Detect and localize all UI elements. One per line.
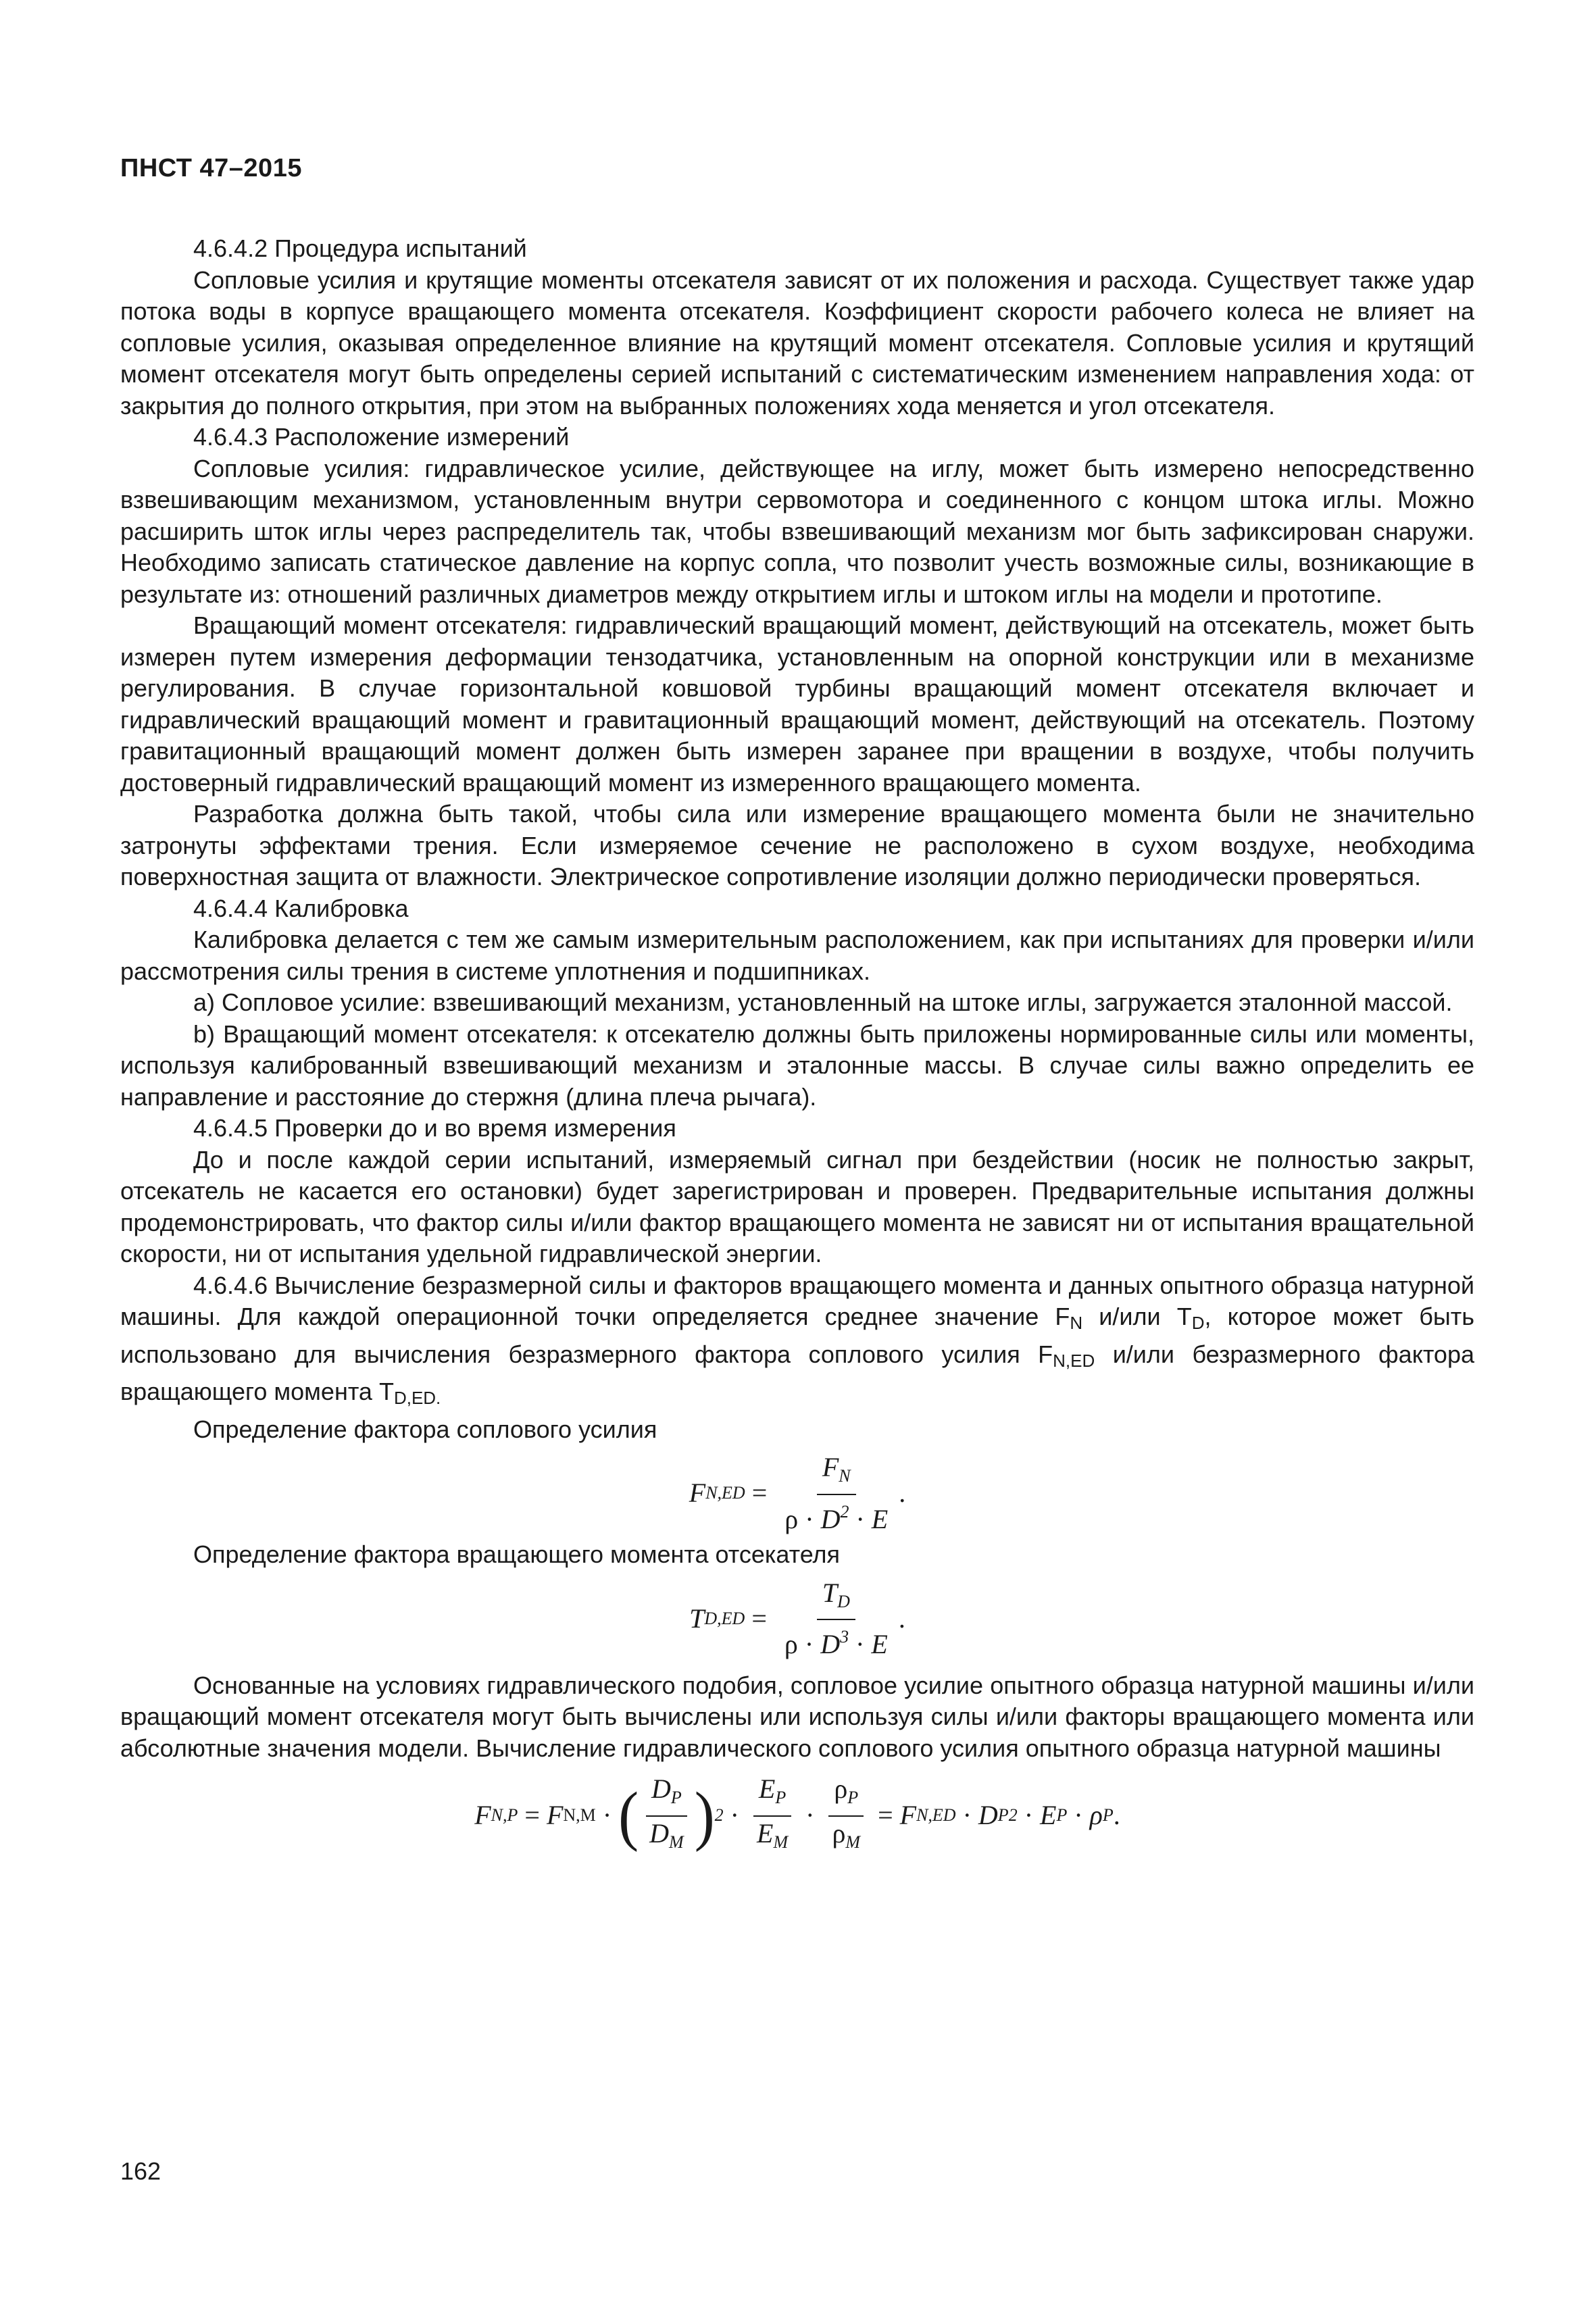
paragraph: Вращающий момент отсекателя: гидравлический вращающий момент, действующий на отсекатель, может быть измерен путем измерения деформации тензодатчика, установленным на опорной конструкции или в механизме регулирования. В случае горизонтальной ковшовой турбины вращающий момент отсекателя включает и гидравлический вращающий момент и гравитационный вращающий момент, действующий на отсекатель. Поэтому гравитационный вращающий момент должен быть измерен заранее при вращении в воздухе, чтобы получить достоверный гидравлический вращающий момент из измеренного вращающего момента.: [120, 611, 1474, 797]
paragraph: До и после каждой серии испытаний, измеряемый сигнал при бездействии (носик не полностью закрыт, отсекатель не касается его остановки) будет зарегистрирован и проверен. Предварительные испытания должны продемонстрировать, что фактор силы и/или фактор вращающего момента не зависят ни от испытания вращательной скорости, ни от испытания удельной гидравлической энергии.: [120, 1145, 1474, 1267]
definition-force-label: Определение фактора соплового усилия: [193, 1415, 657, 1443]
paragraph-4646: 4.6.4.6 Вычисление безразмерной силы и факторов вращающего момента и данных опытного образца натурной машины. Для каждой операционной точки определяется среднее значение FN и/или TD, которое может быть использовано для вычисления безразмерного фактора соплового усилия FN,ED и/или безразмерного фактора вращающего момента TD,ED.: [120, 1271, 1474, 1408]
section-heading-4642: 4.6.4.2 Процедура испытаний: [193, 234, 527, 262]
paragraph: Сопловые усилия и крутящие моменты отсекателя зависят от их положения и расхода. Существует также удар потока воды в корпусе вращающего момента отсекателя. Коэффициент скорости рабочего колеса не влияет на сопловые усилия, оказывая определенное влияние на крутящий момент отсекателя. Сопловые усилия и крутящий момент отсекателя могут быть определены серией испытаний с систематическим изменением направления хода: от закрытия до полного открытия, при этом на выбранных положениях хода меняется и угол отсекателя.: [120, 266, 1474, 420]
page-number: 162: [120, 2157, 161, 2185]
definition-torque-label: Определение фактора вращающего момента отсекателя: [193, 1540, 841, 1568]
formula-prototype-force: F N,P = F N,M · ( $\frac{D_P}{D_M}$ ) 2 · $\frac{E_P}{E_M}$ · $\frac{\rho_P}{\rho_M}$ = F N,ED · D P 2 · E P · ρ P .: [474, 1774, 1120, 1853]
paragraph: Калибровка делается с тем же самым измерительным расположением, как при испытаниях для проверки и/или рассмотрения силы трения в системе уплотнения и подшипниках.: [120, 926, 1474, 985]
formula-force-factor: F N,ED = $\frac{F_N}{\rho \cdot D^2 \cdot E}$ .: [689, 1452, 906, 1534]
list-item-a: a) Сопловое усилие: взвешивающий механизм, установленный на штоке иглы, загружается эталонной массой.: [193, 988, 1453, 1016]
standard-code: ПНСТ 47–2015: [120, 154, 302, 182]
paragraph-final: Основанные на условиях гидравлического подобия, сопловое усилие опытного образца натурной машины и/или вращающий момент отсекателя могут быть вычислены или используя силы и/или факторы вращающего момента или абсолютные значения модели. Вычисление гидравлического соплового усилия опытного образца натурной машины: [120, 1671, 1474, 1762]
formula-torque-factor: T D,ED = $\frac{T_D}{\rho \cdot D^3 \cdot E}$ .: [689, 1577, 905, 1659]
list-item-b: b) Вращающий момент отсекателя: к отсекателю должны быть приложены нормированные силы или моменты, используя калиброванный взвешивающий механизм и эталонные массы. В случае силы важно определить ее направление и расстояние до стержня (длина плеча рычага).: [120, 1020, 1474, 1111]
paragraph: Разработка должна быть такой, чтобы сила или измерение вращающего момента были не значительно затронуты эффектами трения. Если измеряемое сечение не расположено в сухом воздухе, необходима поверхностная защита от влажности. Электрическое сопротивление изоляции должно периодически проверяться.: [120, 800, 1474, 890]
page-body: [120, 233, 1474, 1862]
paragraph: Сопловые усилия: гидравлическое усилие, действующее на иглу, может быть измерено непосредственно взвешивающим механизмом, установленным внутри сервомотора и соединенного с концом штока иглы. Можно расширить шток иглы через распределитель так, чтобы взвешивающий механизм мог быть зафиксирован снаружи. Необходимо записать статическое давление на корпус сопла, что позволит учесть возможные силы, возникающие в результате из: отношений различных диаметров между открытием иглы и штоком иглы на модели и прототипе.: [120, 454, 1474, 608]
section-heading-4644: 4.6.4.4 Калибровка: [193, 894, 409, 922]
section-heading-4645: 4.6.4.5 Проверки до и во время измерения: [193, 1114, 676, 1142]
section-heading-4643: 4.6.4.3 Расположение измерений: [193, 423, 570, 451]
